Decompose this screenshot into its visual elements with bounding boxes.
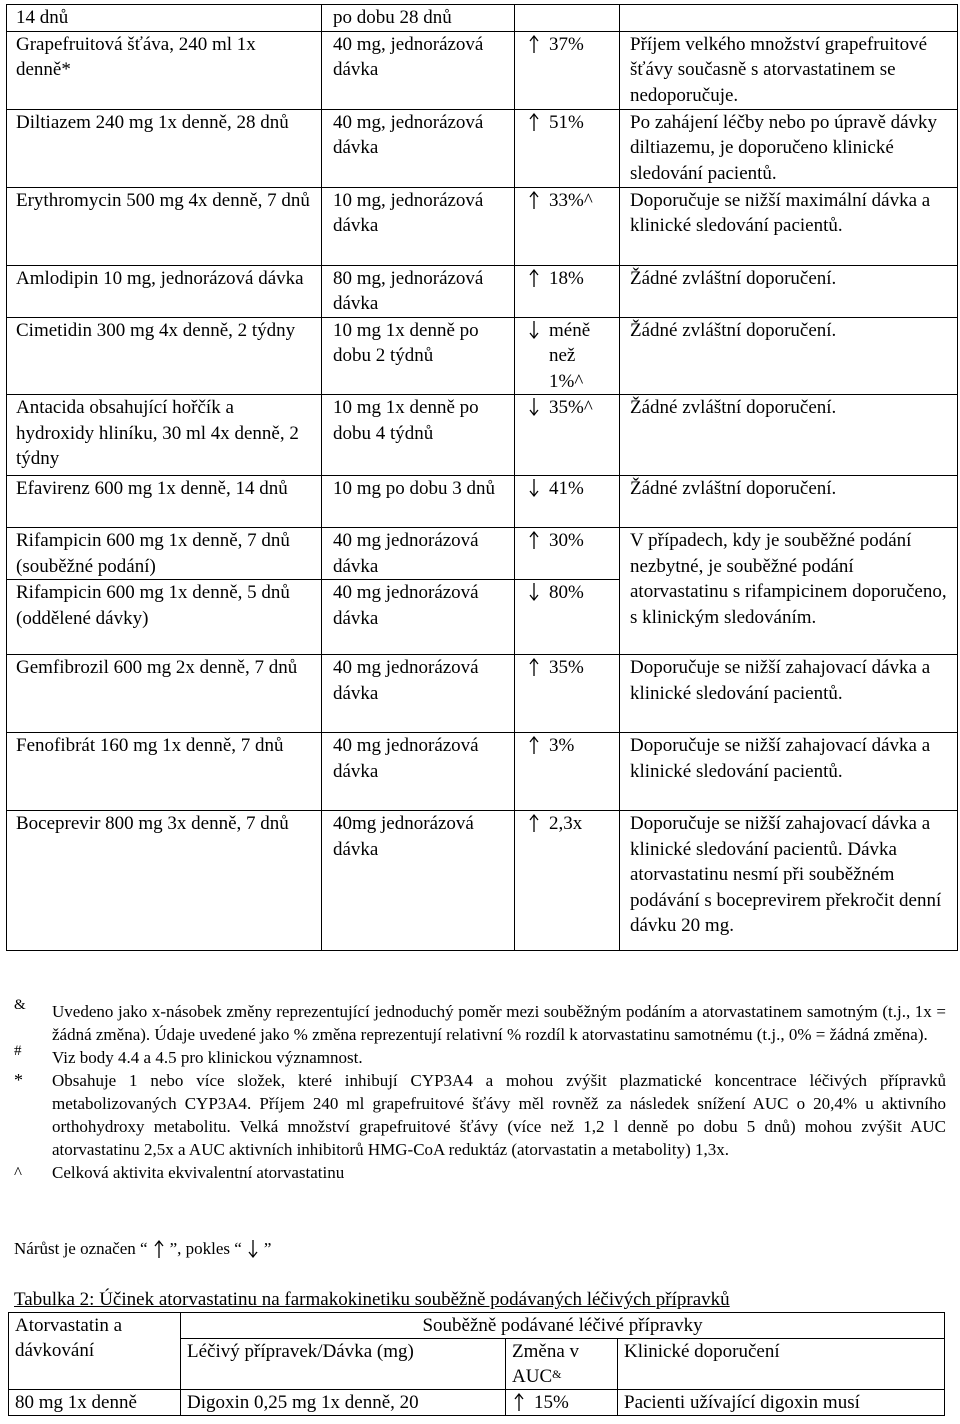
table-row	[7, 733, 958, 811]
legend-text-3: ”	[263, 1239, 272, 1258]
cell-atorvastatin-dose: 40 mg jednorázová dávka	[322, 655, 515, 733]
change-value: méně než 1%^	[549, 319, 591, 392]
cell-recommendation: Doporučuje se nižší zahajovací dávka a klinické sledování pacientů.	[620, 733, 958, 811]
arrow-up-icon	[527, 34, 541, 54]
cell-auc-change	[515, 317, 620, 395]
cell-atorvastatin-dose: 40 mg jednorázová dávka	[322, 580, 515, 655]
arrow-up-icon	[152, 1239, 166, 1259]
change-value: 33%^	[549, 189, 593, 211]
cell-recommendation: Po zahájení léčby nebo po úpravě dávky diltiazemu, je doporučeno klinické sledování pacientů.	[620, 109, 958, 187]
change-value: 80%	[549, 582, 584, 603]
header-recommendation: Klinické doporučení	[618, 1339, 945, 1390]
table-row	[7, 5, 958, 32]
change-value: 51%	[549, 111, 584, 133]
table-row	[7, 265, 958, 317]
cell-drug: Diltiazem 240 mg 1x denně, 28 dnů	[7, 109, 322, 187]
footnote-text: Viz body 4.4 a 4.5 pro klinickou významnost.	[52, 1048, 363, 1067]
arrow-down-icon	[527, 582, 541, 602]
header-drug-dose: Léčivý přípravek/Dávka (mg)	[181, 1339, 506, 1390]
table-row	[7, 395, 958, 476]
footnote-mark: &	[14, 997, 26, 1013]
cell-atorvastatin-dose: 40 mg jednorázová dávka	[322, 733, 515, 811]
table-row	[7, 31, 958, 109]
cell-recommendation: Doporučuje se nižší maximální dávka a klinické sledování pacientů.	[620, 187, 958, 265]
cell-auc-change	[515, 5, 620, 32]
cell-recommendation: Žádné zvláštní doporučení.	[620, 476, 958, 528]
cell-drug: Rifampicin 600 mg 1x denně, 5 dnů (oddělené dávky)	[7, 580, 322, 655]
cell-atorvastatin-dose: 40 mg, jednorázová dávka	[322, 109, 515, 187]
arrow-down-icon	[527, 320, 541, 340]
cell-atorva-dose: 80 mg 1x denně	[9, 1390, 181, 1416]
table-row	[7, 528, 958, 580]
cell-atorvastatin-dose: 10 mg po dobu 3 dnů	[322, 476, 515, 528]
arrow-up-icon	[527, 530, 541, 550]
cell-auc-change	[515, 109, 620, 187]
legend-text-2: ”, pokles “	[169, 1239, 242, 1258]
cell-recommendation: Doporučuje se nižší zahajovací dávka a klinické sledování pacientů. Dávka atorvastatinu nesmí při souběžném podávání s boceprevirem překročit denní dávku 20 mg.	[620, 811, 958, 951]
cell-auc-change	[515, 580, 620, 655]
cell-drug: Digoxin 0,25 mg 1x denně, 20	[181, 1390, 506, 1416]
arrow-up-icon	[527, 735, 541, 755]
legend-text-1: Nárůst je označen “	[14, 1239, 148, 1258]
cell-recommendation: Pacienti užívající digoxin musí	[618, 1390, 945, 1416]
cell-recommendation: Příjem velkého množství grapefruitové šťávy současně s atorvastatinem se nedoporučuje.	[620, 31, 958, 109]
cell-drug: Fenofibrát 160 mg 1x denně, 7 dnů	[7, 733, 322, 811]
cell-auc-change	[515, 476, 620, 528]
table-row	[7, 655, 958, 733]
footnote	[14, 997, 946, 1046]
footnotes	[14, 997, 946, 1184]
change-value: 2,3x	[549, 813, 583, 834]
cell-drug: Antacida obsahující hořčík a hydroxidy hliníku, 30 ml 4x denně, 2 týdny	[7, 395, 322, 476]
cell-auc-change	[515, 655, 620, 733]
arrow-up-icon	[512, 1392, 526, 1412]
change-value: 35%	[549, 657, 584, 678]
cell-drug: Amlodipin 10 mg, jednorázová dávka	[7, 265, 322, 317]
change-value: 37%	[549, 33, 584, 55]
cell-drug: Boceprevir 800 mg 3x denně, 7 dnů	[7, 811, 322, 951]
change-value: 35%^	[549, 397, 593, 418]
cell-atorvastatin-dose: 40mg jednorázová dávka	[322, 811, 515, 951]
cell-recommendation: V případech, kdy je souběžné podání nezbytné, je souběžné podání atorvastatinu s rifampicinem doporučeno, s klinickým sledováním.	[620, 528, 958, 655]
table-row	[7, 476, 958, 528]
footnote-text: Uvedeno jako x-násobek změny reprezentující jednoduchý poměr mezi souběžným podáním a atorvastatinem samotným (t.j., 1x = žádná změna). Údaje uvedené jako % změna reprezentují relativní % rozdíl k atorvastatinu samotnému (t.j., 0% = žádná změna).	[52, 1002, 946, 1044]
change-value: 15%	[534, 1392, 569, 1413]
cell-auc-change	[515, 265, 620, 317]
cell-drug: Efavirenz 600 mg 1x denně, 14 dnů	[7, 476, 322, 528]
cell-recommendation: Doporučuje se nižší zahajovací dávka a klinické sledování pacientů.	[620, 655, 958, 733]
cell-atorvastatin-dose: po dobu 28 dnů	[322, 5, 515, 32]
footnote	[14, 1043, 946, 1069]
cell-auc-change	[515, 733, 620, 811]
table-row	[7, 109, 958, 187]
cell-auc-change	[515, 31, 620, 109]
header-auc-change-text: Změna v AUC	[512, 1341, 580, 1387]
arrow-up-icon	[527, 657, 541, 677]
arrow-down-icon	[246, 1239, 260, 1259]
cell-atorvastatin-dose: 40 mg jednorázová dávka	[322, 528, 515, 580]
change-value: 3%	[549, 735, 575, 756]
arrow-up-icon	[527, 112, 541, 132]
header-auc-change	[506, 1339, 618, 1390]
cell-recommendation: Žádné zvláštní doporučení.	[620, 395, 958, 476]
arrow-up-icon	[527, 813, 541, 833]
table-row	[7, 187, 958, 265]
cell-change	[506, 1390, 618, 1416]
cell-auc-change	[515, 395, 620, 476]
cell-atorvastatin-dose: 80 mg, jednorázová dávka	[322, 265, 515, 317]
header-atorvastatin: Atorvastatin a dávkování	[9, 1313, 181, 1390]
cell-atorvastatin-dose: 10 mg 1x denně po dobu 4 týdnů	[322, 395, 515, 476]
footnote	[14, 1069, 946, 1161]
cell-drug: 14 dnů	[7, 5, 322, 32]
cell-recommendation: Žádné zvláštní doporučení.	[620, 265, 958, 317]
footnote-mark: ^	[14, 1163, 22, 1182]
arrow-up-icon	[527, 190, 541, 210]
footnote	[14, 1161, 946, 1184]
cell-atorvastatin-dose: 10 mg, jednorázová dávka	[322, 187, 515, 265]
change-value: 30%	[549, 530, 584, 551]
footnote-mark: #	[14, 1043, 22, 1059]
table-caption: Tabulka 2: Účinek atorvastatinu na farmakokinetiku souběžně podávaných léčivých přípravků	[14, 1289, 730, 1310]
arrow-up-icon	[527, 268, 541, 288]
cell-auc-change	[515, 811, 620, 951]
table-row	[7, 811, 958, 951]
table-2	[8, 1312, 945, 1416]
arrow-down-icon	[527, 397, 541, 417]
cell-recommendation: Žádné zvláštní doporučení.	[620, 317, 958, 395]
cell-drug: Cimetidin 300 mg 4x denně, 2 týdny	[7, 317, 322, 395]
footnote-text: Obsahuje 1 nebo více složek, které inhibují CYP3A4 a mohou zvýšit plazmatické koncentrace léčivých přípravků metabolizovaných CYP3A4. Příjem 240 ml grapefruitové šťávy měl rovněž za následek snížení AUC o 20,4% u aktivního orthohydroxy metabolitu. Velká množství grapefruitové šťávy (více než 1,2 l denně po dobu 5 dnů) mohou zvýšit AUC atorvastatinu 2,5x a AUC aktivních inhibitorů HMG-CoA reduktáz (atorvastatin a metabolity) 1,3x.	[52, 1071, 946, 1159]
cell-auc-change	[515, 187, 620, 265]
interaction-table	[6, 4, 958, 951]
header-auc-sup: &	[552, 1367, 562, 1381]
header-coadministered: Souběžně podávané léčivé přípravky	[181, 1313, 945, 1339]
arrow-down-icon	[527, 478, 541, 498]
cell-drug: Rifampicin 600 mg 1x denně, 7 dnů (souběžné podání)	[7, 528, 322, 580]
footnote-text: Celková aktivita ekvivalentní atorvastatinu	[52, 1163, 345, 1182]
change-value: 41%	[549, 478, 584, 499]
arrow-legend	[14, 1237, 271, 1260]
change-value: 18%	[549, 267, 584, 289]
table-row	[7, 317, 958, 395]
cell-atorvastatin-dose: 10 mg 1x denně po dobu 2 týdnů	[322, 317, 515, 395]
cell-drug: Erythromycin 500 mg 4x denně, 7 dnů	[7, 187, 322, 265]
cell-auc-change	[515, 528, 620, 580]
cell-drug: Gemfibrozil 600 mg 2x denně, 7 dnů	[7, 655, 322, 733]
cell-atorvastatin-dose: 40 mg, jednorázová dávka	[322, 31, 515, 109]
table-row	[9, 1390, 945, 1416]
cell-recommendation	[620, 5, 958, 32]
cell-drug: Grapefruitová šťáva, 240 ml 1x denně*	[7, 31, 322, 109]
footnote-mark: *	[14, 1070, 23, 1090]
